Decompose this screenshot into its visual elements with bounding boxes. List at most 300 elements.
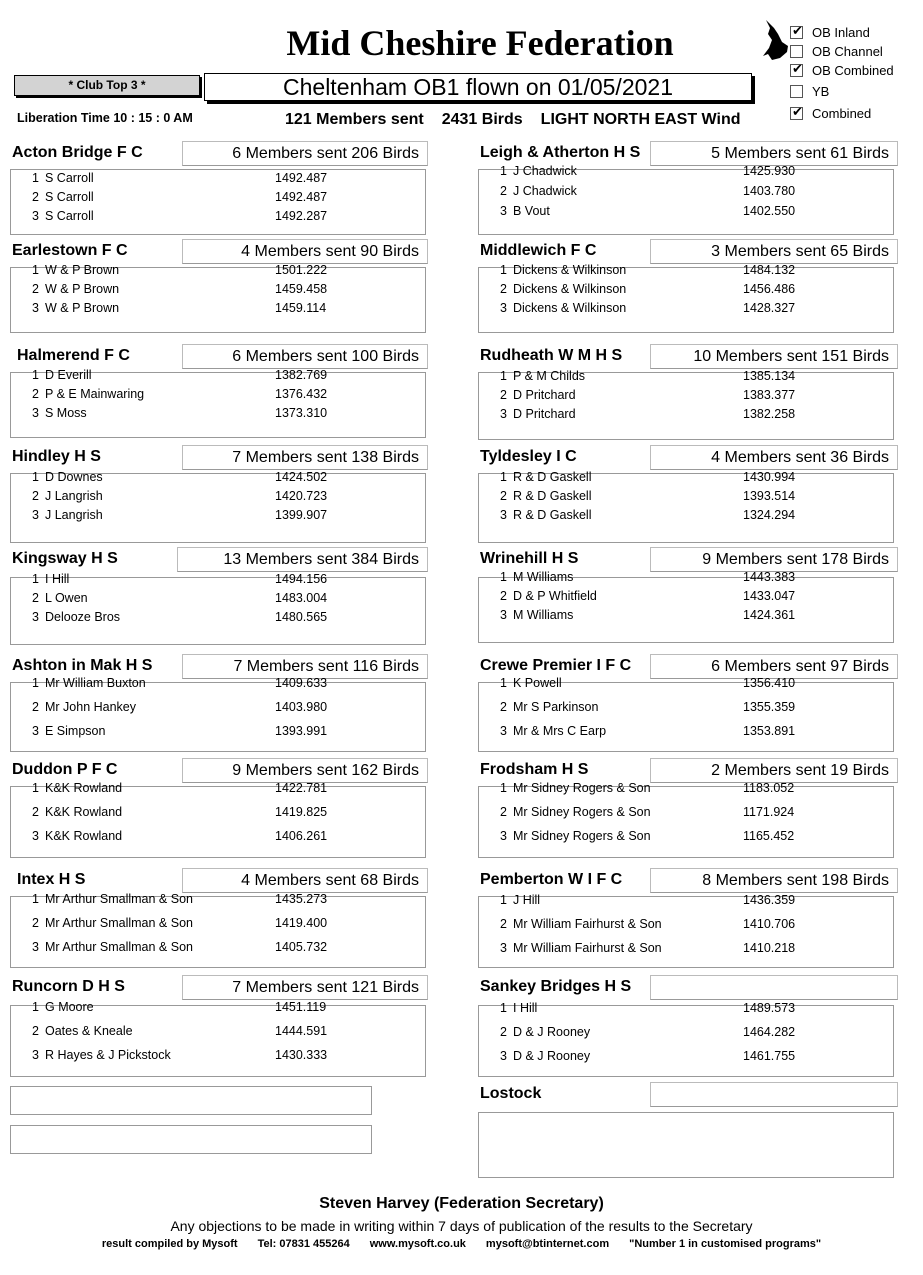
result-name: L Owen [45, 591, 88, 605]
result-name: J Hill [513, 893, 541, 907]
result-velocity: 1402.550 [743, 204, 796, 218]
checkbox-label: OB Combined [812, 63, 894, 78]
result-velocity: 1433.047 [743, 589, 796, 603]
result-name: R & D Gaskell [513, 470, 592, 484]
club-name: Pemberton W I F C [480, 871, 623, 888]
result-name: K&K Rowland [45, 781, 123, 795]
pigeon-logo-icon [760, 18, 790, 62]
result-velocity: 1483.004 [275, 591, 328, 605]
result-position: 2 [32, 190, 39, 204]
result-position: 2 [32, 916, 39, 930]
club-members-sent: 5 Members sent 61 Birds [650, 141, 898, 166]
result-row [479, 829, 893, 847]
club-results-list [478, 893, 894, 968]
result-name: S Moss [45, 406, 87, 420]
club-results-list [478, 781, 894, 858]
result-row [11, 282, 425, 300]
result-velocity: 1410.218 [743, 941, 796, 955]
page-title: Mid Cheshire Federation [286, 23, 674, 63]
result-row [479, 184, 893, 202]
club-results-list [10, 781, 426, 858]
result-row [11, 805, 425, 823]
result-row [11, 591, 425, 609]
result-position: 2 [500, 282, 507, 296]
result-row [11, 724, 425, 742]
result-name: Mr S Parkinson [513, 700, 599, 714]
club-name: Runcorn D H S [12, 978, 125, 995]
result-velocity: 1451.119 [275, 1000, 327, 1014]
club-results-list [10, 1000, 426, 1077]
result-position: 1 [32, 676, 39, 690]
result-velocity: 1406.261 [275, 829, 328, 843]
club-results-list [478, 263, 894, 333]
club-results-list [478, 570, 894, 643]
result-position: 3 [32, 406, 39, 420]
result-velocity: 1430.994 [743, 470, 796, 484]
result-name: M Williams [513, 608, 574, 622]
result-position: 3 [32, 1048, 39, 1062]
club-results-list [478, 470, 894, 543]
result-position: 1 [32, 470, 39, 484]
result-name: P & M Childs [513, 369, 586, 383]
result-name: D Pritchard [513, 407, 576, 421]
total-birds: 2431 Birds [441, 111, 523, 128]
result-position: 2 [32, 591, 39, 605]
result-row [479, 893, 893, 911]
result-row [11, 190, 425, 208]
result-velocity: 1425.930 [743, 164, 796, 178]
result-position: 3 [32, 940, 39, 954]
result-name: K&K Rowland [45, 805, 123, 819]
result-row [479, 1049, 893, 1067]
result-row [479, 282, 893, 300]
checkbox-box[interactable] [790, 85, 803, 98]
result-row [11, 781, 425, 799]
checkbox-label: OB Inland [812, 25, 870, 40]
result-velocity: 1171.924 [743, 805, 795, 819]
result-name: P & E Mainwaring [45, 387, 145, 401]
result-row [479, 589, 893, 607]
club-results-list [478, 164, 894, 235]
result-name: D & J Rooney [513, 1049, 591, 1063]
club-top-label: * Club Top 3 * [14, 75, 200, 96]
club-members-sent [650, 975, 898, 1000]
result-name: D Everill [45, 368, 92, 382]
result-row [479, 676, 893, 694]
result-velocity: 1461.755 [743, 1049, 796, 1063]
result-name: D Downes [45, 470, 103, 484]
result-velocity: 1430.333 [275, 1048, 328, 1062]
result-velocity: 1443.383 [743, 570, 796, 584]
result-name: J Chadwick [513, 164, 577, 178]
result-velocity: 1428.327 [743, 301, 796, 315]
result-name: Oates & Kneale [45, 1024, 133, 1038]
result-velocity: 1382.258 [743, 407, 796, 421]
result-position: 1 [500, 781, 507, 795]
result-velocity: 1494.156 [275, 572, 328, 586]
result-velocity: 1183.052 [743, 781, 795, 795]
result-row [11, 892, 425, 910]
result-velocity: 1436.359 [743, 893, 796, 907]
footer-email: mysoft@btinternet.com [485, 1238, 610, 1250]
result-position: 2 [500, 184, 507, 198]
result-velocity: 1385.134 [743, 369, 796, 383]
footer-contact [0, 1238, 923, 1250]
result-position: 2 [32, 700, 39, 714]
club-results-list [10, 892, 426, 968]
result-position: 2 [500, 489, 507, 503]
result-velocity: 1419.825 [275, 805, 328, 819]
result-velocity: 1409.633 [275, 676, 328, 690]
result-position: 3 [500, 407, 507, 421]
result-velocity: 1393.991 [275, 724, 328, 738]
checkbox-box[interactable] [790, 64, 803, 77]
result-position: 3 [500, 204, 507, 218]
result-name: Mr Sidney Rogers & Son [513, 781, 651, 795]
club-members-sent: 9 Members sent 162 Birds [182, 758, 428, 783]
checkbox-box[interactable] [790, 45, 803, 58]
club-name: Wrinehill H S [480, 550, 579, 567]
result-position: 2 [500, 805, 507, 819]
result-velocity: 1501.222 [275, 263, 328, 277]
result-row [479, 369, 893, 387]
result-position: 1 [500, 1001, 507, 1015]
result-name: Mr Arthur Smallman & Son [45, 892, 193, 906]
result-position: 1 [32, 892, 39, 906]
result-position: 2 [32, 387, 39, 401]
result-row [11, 940, 425, 958]
result-name: Mr William Buxton [45, 676, 146, 690]
result-velocity: 1492.287 [275, 209, 328, 223]
club-members-sent: 6 Members sent 100 Birds [182, 344, 428, 369]
club-members-sent: 9 Members sent 178 Birds [650, 547, 898, 572]
result-position: 1 [32, 1000, 39, 1014]
club-name: Crewe Premier I F C [480, 657, 632, 674]
club-name: Rudheath W M H S [480, 347, 623, 364]
result-name: Mr Sidney Rogers & Son [513, 829, 651, 843]
result-row [479, 407, 893, 425]
result-name: W & P Brown [45, 282, 120, 296]
result-velocity: 1383.377 [743, 388, 796, 402]
result-row [479, 608, 893, 626]
result-row [479, 470, 893, 488]
result-name: Mr Arthur Smallman & Son [45, 940, 193, 954]
result-position: 3 [32, 724, 39, 738]
result-position: 3 [500, 1049, 507, 1063]
result-velocity: 1492.487 [275, 171, 328, 185]
result-name: Dickens & Wilkinson [513, 282, 627, 296]
club-results-list [10, 676, 426, 752]
result-position: 1 [32, 263, 39, 277]
result-row [11, 470, 425, 488]
result-row [479, 805, 893, 823]
result-row [479, 263, 893, 281]
result-position: 2 [500, 700, 507, 714]
result-position: 3 [32, 829, 39, 843]
result-name: D Pritchard [513, 388, 576, 402]
result-name: Delooze Bros [45, 610, 121, 624]
result-row [479, 1025, 893, 1043]
checkbox-box[interactable] [790, 107, 803, 120]
result-row [11, 368, 425, 386]
result-row [11, 676, 425, 694]
result-velocity: 1410.706 [743, 917, 796, 931]
result-position: 1 [32, 572, 39, 586]
race-summary [285, 111, 759, 129]
result-position: 1 [500, 676, 507, 690]
result-name: K Powell [513, 676, 562, 690]
club-name: Acton Bridge F C [12, 144, 143, 161]
result-name: J Chadwick [513, 184, 577, 198]
result-position: 2 [500, 589, 507, 603]
wind-conditions: LIGHT NORTH EAST Wind [540, 111, 741, 128]
result-name: S Carroll [45, 209, 94, 223]
result-name: I Hill [513, 1001, 538, 1015]
club-members-sent: 7 Members sent 138 Birds [182, 445, 428, 470]
result-position: 2 [500, 1025, 507, 1039]
result-row [479, 781, 893, 799]
result-row [11, 916, 425, 934]
club-members-sent: 13 Members sent 384 Birds [177, 547, 428, 572]
result-velocity: 1376.432 [275, 387, 328, 401]
result-position: 1 [500, 263, 507, 277]
result-velocity: 1464.282 [743, 1025, 796, 1039]
result-row [11, 263, 425, 281]
club-name: Leigh & Atherton H S [480, 144, 641, 161]
club-results-list [10, 470, 426, 543]
result-row [479, 941, 893, 959]
result-position: 2 [500, 388, 507, 402]
result-position: 3 [32, 508, 39, 522]
result-position: 1 [500, 893, 507, 907]
club-name: Kingsway H S [12, 550, 118, 567]
result-row [479, 164, 893, 182]
result-name: D & J Rooney [513, 1025, 591, 1039]
club-members-sent: 3 Members sent 65 Birds [650, 239, 898, 264]
result-position: 3 [500, 301, 507, 315]
result-row [479, 1001, 893, 1019]
result-position: 1 [500, 470, 507, 484]
result-position: 2 [32, 489, 39, 503]
club-members-sent: 7 Members sent 121 Birds [182, 975, 428, 1000]
result-name: E Simpson [45, 724, 106, 738]
club-members-sent [650, 1082, 898, 1107]
club-name: Halmerend F C [17, 347, 130, 364]
result-velocity: 1355.359 [743, 700, 796, 714]
club-members-sent: 7 Members sent 116 Birds [182, 654, 428, 679]
result-velocity: 1324.294 [743, 508, 796, 522]
footer-compiled: result compiled by Mysoft [101, 1238, 238, 1250]
club-name: Frodsham H S [480, 761, 589, 778]
result-name: S Carroll [45, 190, 94, 204]
result-row [11, 1000, 425, 1018]
empty-box [10, 1125, 372, 1154]
club-name: Earlestown F C [12, 242, 128, 259]
result-velocity: 1399.907 [275, 508, 328, 522]
result-name: J Langrish [45, 508, 103, 522]
result-name: Mr William Fairhurst & Son [513, 941, 662, 955]
club-name: Lostock [480, 1085, 542, 1102]
result-row [11, 406, 425, 424]
club-members-sent: 6 Members sent 97 Birds [650, 654, 898, 679]
club-members-sent: 4 Members sent 36 Birds [650, 445, 898, 470]
result-row [479, 508, 893, 526]
result-velocity: 1393.514 [743, 489, 796, 503]
result-row [479, 204, 893, 222]
footer-web: www.mysoft.co.uk [369, 1238, 466, 1250]
footer-slogan: "Number 1 in customised programs" [629, 1238, 822, 1250]
checkbox-label: Combined [812, 106, 872, 121]
result-position: 1 [32, 171, 39, 185]
result-velocity: 1419.400 [275, 916, 328, 930]
result-position: 3 [32, 610, 39, 624]
result-velocity: 1492.487 [275, 190, 328, 204]
club-name: Intex H S [17, 871, 86, 888]
result-position: 3 [500, 829, 507, 843]
result-row [11, 1024, 425, 1042]
result-position: 3 [32, 301, 39, 315]
result-name: B Vout [513, 204, 550, 218]
result-row [11, 610, 425, 628]
result-row [479, 570, 893, 588]
club-name: Middlewich F C [480, 242, 597, 259]
result-name: M Williams [513, 570, 574, 584]
club-name: Sankey Bridges H S [480, 978, 632, 995]
result-row [11, 301, 425, 319]
footer-objections: Any objections to be made in writing within 7 days of publication of the results to the Secretary [170, 1218, 753, 1234]
result-velocity: 1489.573 [743, 1001, 796, 1015]
club-results-list [10, 572, 426, 645]
result-name: J Langrish [45, 489, 103, 503]
result-velocity: 1435.273 [275, 892, 328, 906]
result-position: 2 [32, 282, 39, 296]
result-name: Dickens & Wilkinson [513, 301, 627, 315]
result-name: G Moore [45, 1000, 94, 1014]
result-row [11, 1048, 425, 1066]
result-row [479, 301, 893, 319]
race-title: Cheltenham OB1 flown on 01/05/2021 [204, 73, 752, 101]
club-results-list [10, 263, 426, 333]
result-velocity: 1456.486 [743, 282, 796, 296]
result-name: Mr Sidney Rogers & Son [513, 805, 651, 819]
club-members-sent: 2 Members sent 19 Birds [650, 758, 898, 783]
result-velocity: 1422.781 [275, 781, 328, 795]
result-velocity: 1480.565 [275, 610, 328, 624]
result-position: 2 [32, 805, 39, 819]
result-velocity: 1165.452 [743, 829, 795, 843]
result-name: R & D Gaskell [513, 489, 592, 503]
checkbox-box[interactable] [790, 26, 803, 39]
footer-tel: Tel: 07831 455264 [257, 1238, 350, 1250]
result-row [11, 171, 425, 189]
result-velocity: 1424.361 [743, 608, 796, 622]
club-members-sent: 4 Members sent 90 Birds [182, 239, 428, 264]
result-velocity: 1444.591 [275, 1024, 328, 1038]
result-position: 3 [500, 941, 507, 955]
result-name: Mr & Mrs C Earp [513, 724, 607, 738]
result-name: R & D Gaskell [513, 508, 592, 522]
result-name: Mr John Hankey [45, 700, 137, 714]
result-velocity: 1403.980 [275, 700, 328, 714]
liberation-time: Liberation Time 10 : 15 : 0 AM [17, 111, 193, 125]
result-name: K&K Rowland [45, 829, 123, 843]
club-name: Tyldesley I C [480, 448, 577, 465]
result-row [11, 508, 425, 526]
result-name: W & P Brown [45, 301, 120, 315]
club-results-list [478, 1112, 894, 1178]
club-results-list [478, 676, 894, 752]
club-members-sent: 6 Members sent 206 Birds [182, 141, 428, 166]
result-name: W & P Brown [45, 263, 120, 277]
result-name: D & P Whitfield [513, 589, 597, 603]
result-name: I Hill [45, 572, 70, 586]
result-row [11, 209, 425, 227]
footer-secretary: Steven Harvey (Federation Secretary) [319, 1195, 604, 1212]
result-row [11, 829, 425, 847]
result-position: 2 [32, 1024, 39, 1038]
result-velocity: 1403.780 [743, 184, 796, 198]
result-velocity: 1424.502 [275, 470, 328, 484]
result-row [11, 572, 425, 590]
result-position: 3 [500, 608, 507, 622]
result-velocity: 1405.732 [275, 940, 328, 954]
empty-box [10, 1086, 372, 1115]
club-name: Hindley H S [12, 448, 101, 465]
result-name: Dickens & Wilkinson [513, 263, 627, 277]
result-name: Mr Arthur Smallman & Son [45, 916, 193, 930]
club-results-list [10, 169, 426, 235]
result-row [11, 489, 425, 507]
club-name: Ashton in Mak H S [12, 657, 153, 674]
result-position: 2 [500, 917, 507, 931]
result-row [11, 387, 425, 405]
club-results-list [478, 1001, 894, 1077]
result-velocity: 1459.114 [275, 301, 327, 315]
result-row [479, 700, 893, 718]
result-position: 1 [500, 570, 507, 584]
checkbox-label: OB Channel [812, 44, 883, 59]
result-position: 1 [500, 369, 507, 383]
result-velocity: 1420.723 [275, 489, 328, 503]
result-velocity: 1353.891 [743, 724, 796, 738]
result-position: 3 [32, 209, 39, 223]
club-members-sent: 10 Members sent 151 Birds [650, 344, 898, 369]
result-position: 3 [500, 508, 507, 522]
result-velocity: 1356.410 [743, 676, 796, 690]
club-members-sent: 4 Members sent 68 Birds [182, 868, 428, 893]
result-position: 3 [500, 724, 507, 738]
club-members-sent: 8 Members sent 198 Birds [650, 868, 898, 893]
result-position: 1 [32, 781, 39, 795]
result-name: S Carroll [45, 171, 94, 185]
result-velocity: 1484.132 [743, 263, 796, 277]
result-name: Mr William Fairhurst & Son [513, 917, 662, 931]
checkbox-label: YB [812, 84, 830, 99]
club-results-list [478, 369, 894, 440]
result-row [479, 917, 893, 935]
total-members-sent: 121 Members sent [285, 111, 424, 128]
result-velocity: 1382.769 [275, 368, 328, 382]
result-row [479, 724, 893, 742]
result-velocity: 1373.310 [275, 406, 328, 420]
result-row [479, 489, 893, 507]
result-row [479, 388, 893, 406]
club-results-list [10, 368, 426, 438]
result-velocity: 1459.458 [275, 282, 328, 296]
result-name: R Hayes & J Pickstock [45, 1048, 171, 1062]
result-position: 1 [500, 164, 507, 178]
result-position: 1 [32, 368, 39, 382]
